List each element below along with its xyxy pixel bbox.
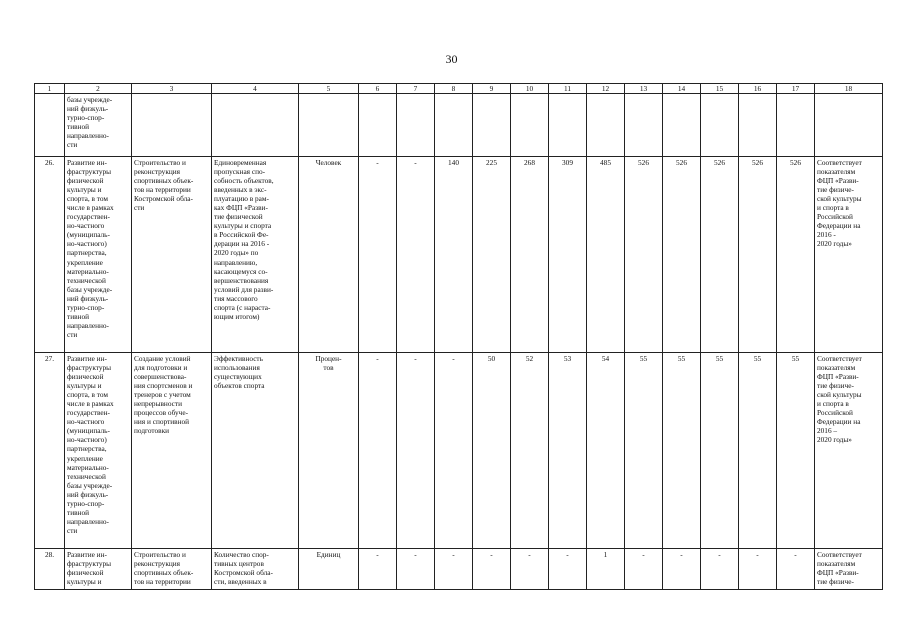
value-cell: 526 xyxy=(663,157,701,353)
value-cell xyxy=(777,94,815,157)
value-cell: 526 xyxy=(625,157,663,353)
value-cell: 485 xyxy=(587,157,625,353)
column-header: 7 xyxy=(397,84,435,94)
conformity-cell: Соответствует показателям ФЦП «Разви- тие физиче- xyxy=(815,549,883,590)
table-row xyxy=(35,157,883,353)
value-cell: 52 xyxy=(511,353,549,549)
conformity-cell: Соответствует показателям ФЦП «Разви- тие физиче- ской культуры и спорта в Российской Федерации на 2016 - 2020 годы» xyxy=(815,157,883,353)
value-cell: 268 xyxy=(511,157,549,353)
value-cell xyxy=(701,94,739,157)
column-header: 8 xyxy=(435,84,473,94)
value-cell xyxy=(587,94,625,157)
column-header: 3 xyxy=(132,84,212,94)
conformity-cell: Соответствует показателям ФЦП «Разви- тие физиче- ской культуры и спорта в Российской Федерации на 2016 – 2020 годы» xyxy=(815,353,883,549)
column-header: 9 xyxy=(473,84,511,94)
column-header: 11 xyxy=(549,84,587,94)
table-row xyxy=(35,94,883,157)
value-cell xyxy=(359,94,397,157)
value-cell xyxy=(397,94,435,157)
value-cell: 526 xyxy=(701,157,739,353)
column-header: 10 xyxy=(511,84,549,94)
value-cell: - xyxy=(625,549,663,590)
unit-cell: Единиц xyxy=(299,549,359,590)
value-cell: 53 xyxy=(549,353,587,549)
row-number: 26. xyxy=(35,157,65,353)
value-cell: 225 xyxy=(473,157,511,353)
unit-cell: Человек xyxy=(299,157,359,353)
activity-cell xyxy=(132,94,212,157)
column-header: 4 xyxy=(212,84,299,94)
value-cell xyxy=(549,94,587,157)
value-cell: 55 xyxy=(777,353,815,549)
table-header-row xyxy=(35,84,883,94)
column-header: 13 xyxy=(625,84,663,94)
value-cell: 54 xyxy=(587,353,625,549)
indicator-cell: Эффективность использования существующих объектов спорта xyxy=(212,353,299,549)
value-cell: - xyxy=(701,549,739,590)
value-cell: - xyxy=(777,549,815,590)
column-header: 6 xyxy=(359,84,397,94)
row-number: 27. xyxy=(35,353,65,549)
value-cell xyxy=(663,94,701,157)
value-cell xyxy=(739,94,777,157)
indicators-table xyxy=(34,83,883,590)
value-cell: - xyxy=(435,549,473,590)
activity-cell: Создание условий для подготовки и совершенствова- ния спортсменов и тренеров с учетом непрерывности процессов обуче- ния и спортивной подготовки xyxy=(132,353,212,549)
unit-cell: Процен- тов xyxy=(299,353,359,549)
column-header: 16 xyxy=(739,84,777,94)
row-number xyxy=(35,94,65,157)
value-cell xyxy=(473,94,511,157)
column-header: 15 xyxy=(701,84,739,94)
activity-cell: Строительство и реконструкция спортивных объек- тов на территории Костромской обла- сти xyxy=(132,157,212,353)
value-cell: 140 xyxy=(435,157,473,353)
row-number: 28. xyxy=(35,549,65,590)
goal-cell: Развитие ин- фраструктуры физической культуры и спорта, в том числе в рамках государствен- но-частного (муниципаль- но-частного) партнерства, укрепление материально- технической базы учрежде- ний физкуль- турно-спор- тивной направленно- сти xyxy=(65,353,132,549)
value-cell: 55 xyxy=(701,353,739,549)
value-cell: - xyxy=(359,157,397,353)
column-header: 5 xyxy=(299,84,359,94)
value-cell: - xyxy=(359,353,397,549)
goal-cell: Развитие ин- фраструктуры физической культуры и xyxy=(65,549,132,590)
value-cell: 55 xyxy=(625,353,663,549)
page-number: 30 xyxy=(445,52,458,66)
goal-cell: базы учрежде- ний физкуль- турно-спор- тивной направленно- сти xyxy=(65,94,132,157)
indicator-cell: Единовременная пропускная спо- собность объектов, введенных в экс- плуатацию в рам- ках ФЦП «Разви- тие физической культуры и спорта в Российской Фе- дерации на 2016 - 2020 годы» по направлению, касающемуся со- вершенствования условий для разви- тия массового спорта (с нараста- ющим итогом) xyxy=(212,157,299,353)
value-cell: - xyxy=(435,353,473,549)
activity-cell: Строительство и реконструкция спортивных объек- тов на территории xyxy=(132,549,212,590)
column-header: 12 xyxy=(587,84,625,94)
indicator-cell xyxy=(212,94,299,157)
value-cell: 526 xyxy=(777,157,815,353)
column-header: 18 xyxy=(815,84,883,94)
value-cell xyxy=(625,94,663,157)
value-cell: - xyxy=(511,549,549,590)
table-row xyxy=(35,353,883,549)
table-row xyxy=(35,549,883,590)
value-cell: 50 xyxy=(473,353,511,549)
value-cell: - xyxy=(397,353,435,549)
value-cell: - xyxy=(397,549,435,590)
goal-cell: Развитие ин- фраструктуры физической культуры и спорта, в том числе в рамках государствен- но-частного (муниципаль- но-частного) партнерства, укрепление материально- технической базы учрежде- ний физкуль- турно-спор- тивной направленно- сти xyxy=(65,157,132,353)
value-cell: - xyxy=(359,549,397,590)
value-cell: 1 xyxy=(587,549,625,590)
indicator-cell: Количество спор- тивных центров Костромской обла- сти, введенных в xyxy=(212,549,299,590)
value-cell xyxy=(435,94,473,157)
value-cell: - xyxy=(549,549,587,590)
value-cell xyxy=(511,94,549,157)
value-cell: - xyxy=(663,549,701,590)
conformity-cell xyxy=(815,94,883,157)
column-header: 14 xyxy=(663,84,701,94)
value-cell: 55 xyxy=(663,353,701,549)
value-cell: 309 xyxy=(549,157,587,353)
column-header: 2 xyxy=(65,84,132,94)
column-header: 17 xyxy=(777,84,815,94)
value-cell: - xyxy=(739,549,777,590)
value-cell: 55 xyxy=(739,353,777,549)
value-cell: - xyxy=(473,549,511,590)
value-cell: 526 xyxy=(739,157,777,353)
column-header: 1 xyxy=(35,84,65,94)
unit-cell xyxy=(299,94,359,157)
value-cell: - xyxy=(397,157,435,353)
